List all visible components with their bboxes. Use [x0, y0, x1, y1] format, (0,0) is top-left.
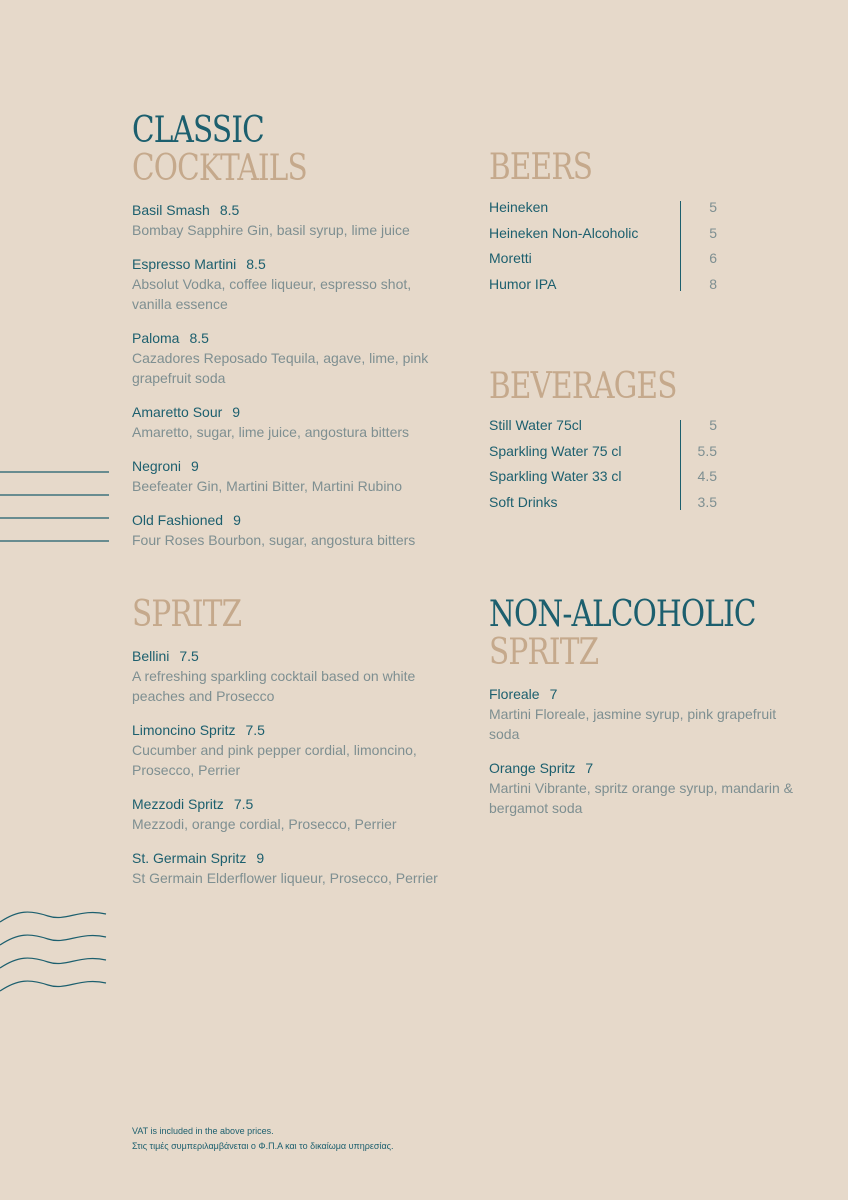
item-price: 4.5 [697, 468, 717, 485]
decorative-waves [0, 900, 112, 996]
item-price: 8.5 [189, 330, 209, 346]
beverage-row [489, 413, 717, 439]
cocktail-item [132, 456, 452, 496]
item-description: Beefeater Gin, Martini Bitter, Martini Rubino [132, 478, 403, 494]
item-price: 9 [232, 404, 241, 420]
cocktail-item [132, 254, 452, 314]
spritz-item [132, 720, 452, 780]
cocktail-item [132, 510, 452, 550]
item-name: Mezzodi Spritz [132, 796, 224, 812]
spritz-item [132, 794, 452, 834]
spritz-item-header [132, 794, 452, 814]
beverages-title: BEVERAGES [489, 366, 677, 407]
item-name: Limoncino Spritz [132, 722, 236, 738]
item-name: Paloma [132, 330, 180, 346]
cocktail-item-header [132, 402, 452, 422]
item-description: Bombay Sapphire Gin, basil syrup, lime juice [132, 222, 410, 238]
vat-note-gr: Στις τιμές συμπεριλαμβάνεται ο Φ.Π.Α και το δικαίωμα υπηρεσίας. [132, 1141, 394, 1151]
item-price: 8 [709, 275, 717, 292]
classic-cocktails-title-line1: CLASSIC [132, 110, 264, 151]
non-alcoholic-spritz-item [489, 758, 799, 818]
item-name: Heineken [489, 199, 549, 215]
non-alcoholic-spritz-section [489, 596, 799, 832]
item-name: Sparkling Water 75 cl [489, 442, 622, 459]
item-price: 5 [709, 199, 717, 215]
item-price: 9 [233, 512, 241, 528]
classic-cocktails-section [132, 112, 452, 564]
item-price: 3.5 [697, 493, 717, 510]
item-name: Moretti [489, 250, 532, 267]
beverages-section [489, 368, 719, 406]
item-description: Absolut Vodka, coffee liqueur, espresso shot, vanilla essence [132, 276, 412, 312]
item-price: 9 [256, 850, 265, 866]
non-alcoholic-spritz-item-header [489, 758, 799, 778]
item-price: 7 [585, 760, 594, 776]
non-alcoholic-title-line2: SPRITZ [489, 632, 599, 673]
non-alcoholic-title-line1: NON-ALCOHOLIC [489, 594, 756, 635]
non-alcoholic-spritz-item-header [489, 684, 799, 704]
beer-row [489, 272, 717, 298]
spritz-list [132, 646, 452, 888]
item-name: Orange Spritz [489, 760, 576, 776]
cocktail-item-header [132, 456, 452, 476]
item-description: Martini Floreale, jasmine syrup, pink grapefruit soda [489, 706, 777, 742]
item-description: Cucumber and pink pepper cordial, limoncino, Prosecco, Perrier [132, 742, 417, 778]
non-alcoholic-spritz-list [489, 684, 799, 818]
non-alcoholic-spritz-item [489, 684, 799, 744]
footer-note [132, 1124, 394, 1154]
item-price: 7.5 [233, 796, 254, 812]
item-price: 7.5 [179, 648, 199, 664]
item-price: 9 [191, 458, 199, 474]
cocktail-item [132, 402, 452, 442]
spritz-section [132, 596, 452, 902]
item-name: Still Water 75cl [489, 417, 582, 433]
item-price: 7.5 [245, 722, 265, 738]
item-name: Humor IPA [489, 275, 557, 292]
item-description: St Germain Elderflower liqueur, Prosecco, Perrier [132, 870, 438, 886]
beverage-row [489, 439, 717, 465]
spritz-item-header [132, 848, 452, 868]
item-description: Four Roses Bourbon, sugar, angostura bitters [132, 532, 416, 548]
beer-row [489, 221, 717, 247]
cocktail-item-header [132, 254, 452, 274]
item-name: Amaretto Sour [132, 404, 223, 420]
item-name: Heineken Non-Alcoholic [489, 224, 639, 241]
vat-note-en: VAT is included in the above prices. [132, 1126, 274, 1136]
cocktail-item-header [132, 510, 452, 530]
cocktail-item [132, 200, 452, 240]
item-name: Espresso Martini [132, 256, 237, 272]
item-price: 5.5 [697, 442, 717, 459]
beers-title: BEERS [489, 147, 593, 188]
item-price: 6 [709, 250, 717, 267]
item-description: Amaretto, sugar, lime juice, angostura bitters [132, 424, 410, 440]
item-price: 8.5 [219, 202, 240, 218]
item-name: Negroni [132, 458, 182, 474]
cocktail-item-header [132, 328, 452, 348]
item-price: 5 [709, 417, 717, 433]
beers-list [489, 195, 717, 297]
spritz-item [132, 848, 452, 888]
item-description: A refreshing sparkling cocktail based on white peaches and Prosecco [132, 668, 416, 704]
spritz-item-header [132, 720, 452, 740]
beverages-list [489, 413, 717, 515]
item-price: 8.5 [246, 256, 266, 272]
item-name: Bellini [132, 648, 170, 664]
item-name: Basil Smash [132, 202, 210, 218]
cocktail-item-header [132, 200, 452, 220]
classic-cocktails-title-line2: COCKTAILS [132, 148, 307, 189]
item-name: Old Fashioned [132, 512, 224, 528]
beers-section [489, 149, 719, 187]
item-name: St. Germain Spritz [132, 850, 247, 866]
item-description: Mezzodi, orange cordial, Prosecco, Perrier [132, 816, 397, 832]
item-price: 5 [709, 224, 717, 241]
item-description: Cazadores Reposado Tequila, agave, lime, pink grapefruit soda [132, 350, 429, 386]
item-price: 7 [549, 686, 558, 702]
item-description: Martini Vibrante, spritz orange syrup, mandarin & bergamot soda [489, 780, 793, 816]
decorative-lines [0, 462, 112, 546]
spritz-title: SPRITZ [132, 594, 242, 635]
item-name: Soft Drinks [489, 493, 558, 510]
classic-cocktails-list [132, 200, 452, 550]
beer-row [489, 195, 717, 221]
spritz-item [132, 646, 452, 706]
item-name: Sparkling Water 33 cl [489, 468, 622, 485]
beverage-row [489, 464, 717, 490]
beer-row [489, 246, 717, 272]
spritz-item-header [132, 646, 452, 666]
beverage-row [489, 490, 717, 516]
cocktail-item [132, 328, 452, 388]
item-name: Floreale [489, 686, 540, 702]
